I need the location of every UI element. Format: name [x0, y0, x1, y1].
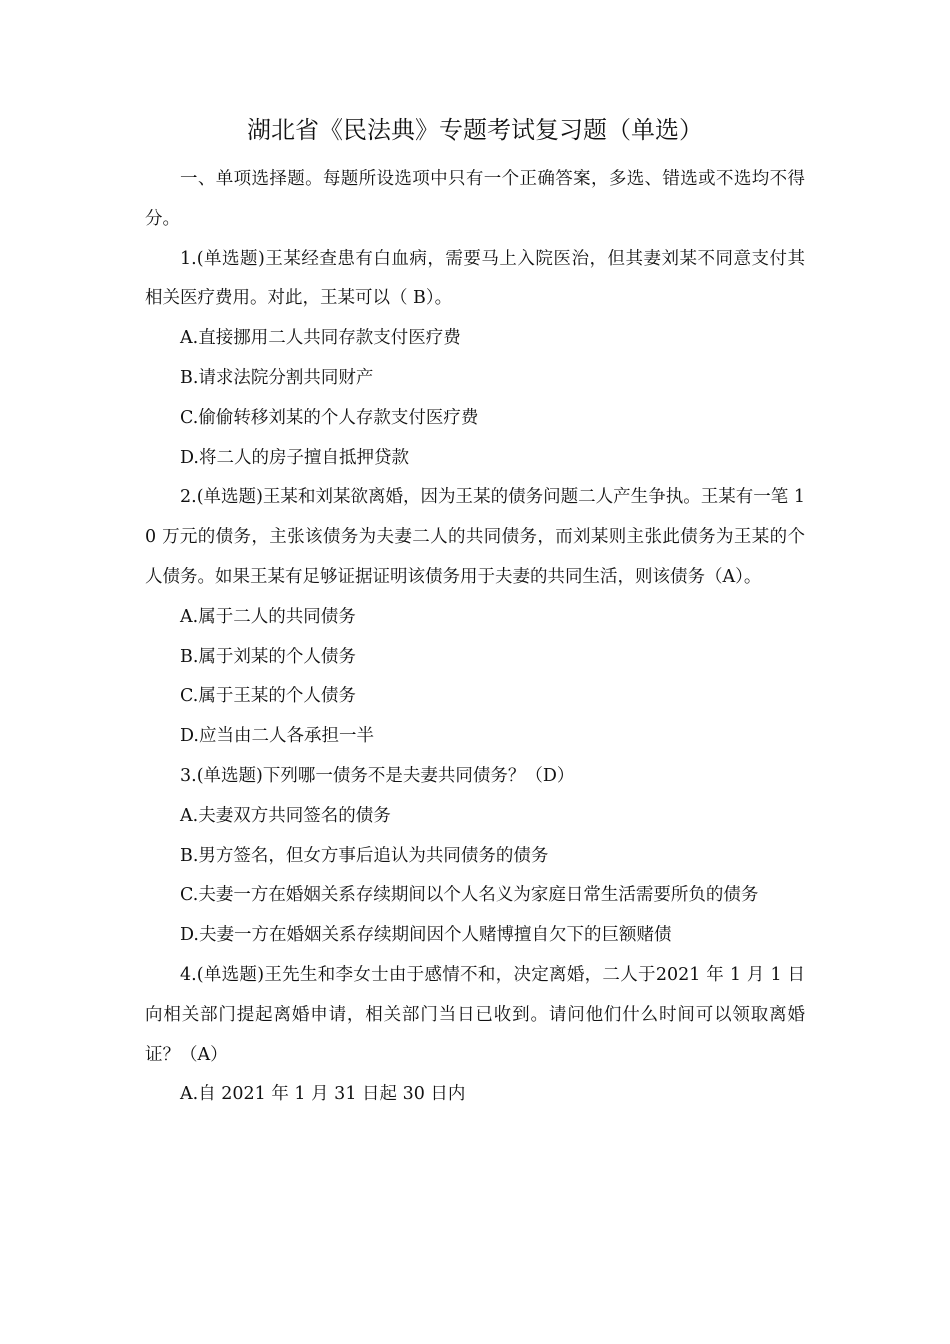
option-b: B.男方签名，但女方事后追认为共同债务的债务 [180, 845, 549, 866]
option-d: D.将二人的房子擅自抵押贷款 [180, 447, 409, 468]
section-intro: 一、单项选择题。每题所设选项中只有一个正确答案，多选、错选或不选均不得分。 [145, 169, 805, 229]
question-3 [145, 757, 805, 956]
option-d: D.应当由二人各承担一半 [180, 726, 374, 747]
question-stem: 4.(单选题)王先生和李女士由于感情不和，决定离婚，二人于2021 年 1 月 1 日向相关部门提起离婚申请，相关部门当日已收到。请问他们什么时间可以领取离婚证？（A） [145, 964, 805, 1065]
question-1 [145, 240, 805, 479]
option-a: A.直接挪用二人共同存款支付医疗费 [180, 328, 461, 349]
option-a: A.属于二人的共同债务 [180, 606, 356, 627]
option-b: B.请求法院分割共同财产 [180, 367, 374, 388]
question-stem: 3.(单选题)下列哪一债务不是夫妻共同债务？（D） [180, 765, 575, 786]
option-b: B.属于刘某的个人债务 [180, 646, 356, 667]
question-4 [145, 956, 805, 1115]
question-2 [145, 478, 805, 757]
option-a: A.自 2021 年 1 月 31 日起 30 日内 [180, 1084, 466, 1105]
question-stem: 2.(单选题)王某和刘某欲离婚，因为王某的债务问题二人产生争执。王某有一笔 10 万元的债务，主张该债务为夫妻二人的共同债务，而刘某则主张此债务为王某的个人债务。如果王某有足够证据证明该债务用于夫妻的共同生活，则该债务（A）。 [145, 487, 805, 587]
option-c: C.偷偷转移刘某的个人存款支付医疗费 [180, 407, 479, 428]
option-c: C.属于王某的个人债务 [180, 686, 356, 707]
question-stem: 1.(单选题)王某经查患有白血病，需要马上入院医治，但其妻刘某不同意支付其相关医疗费用。对此，王某可以（ B）。 [145, 248, 805, 309]
option-c: C.夫妻一方在婚姻关系存续期间以个人名义为家庭日常生活需要所负的债务 [180, 885, 759, 906]
document-body [145, 160, 805, 1115]
option-a: A.夫妻双方共同签名的债务 [180, 805, 391, 826]
option-d: D.夫妻一方在婚姻关系存续期间因个人赌博擅自欠下的巨额赌债 [180, 925, 672, 946]
document-title: 湖北省《民法典》专题考试复习题（单选） [247, 116, 703, 144]
